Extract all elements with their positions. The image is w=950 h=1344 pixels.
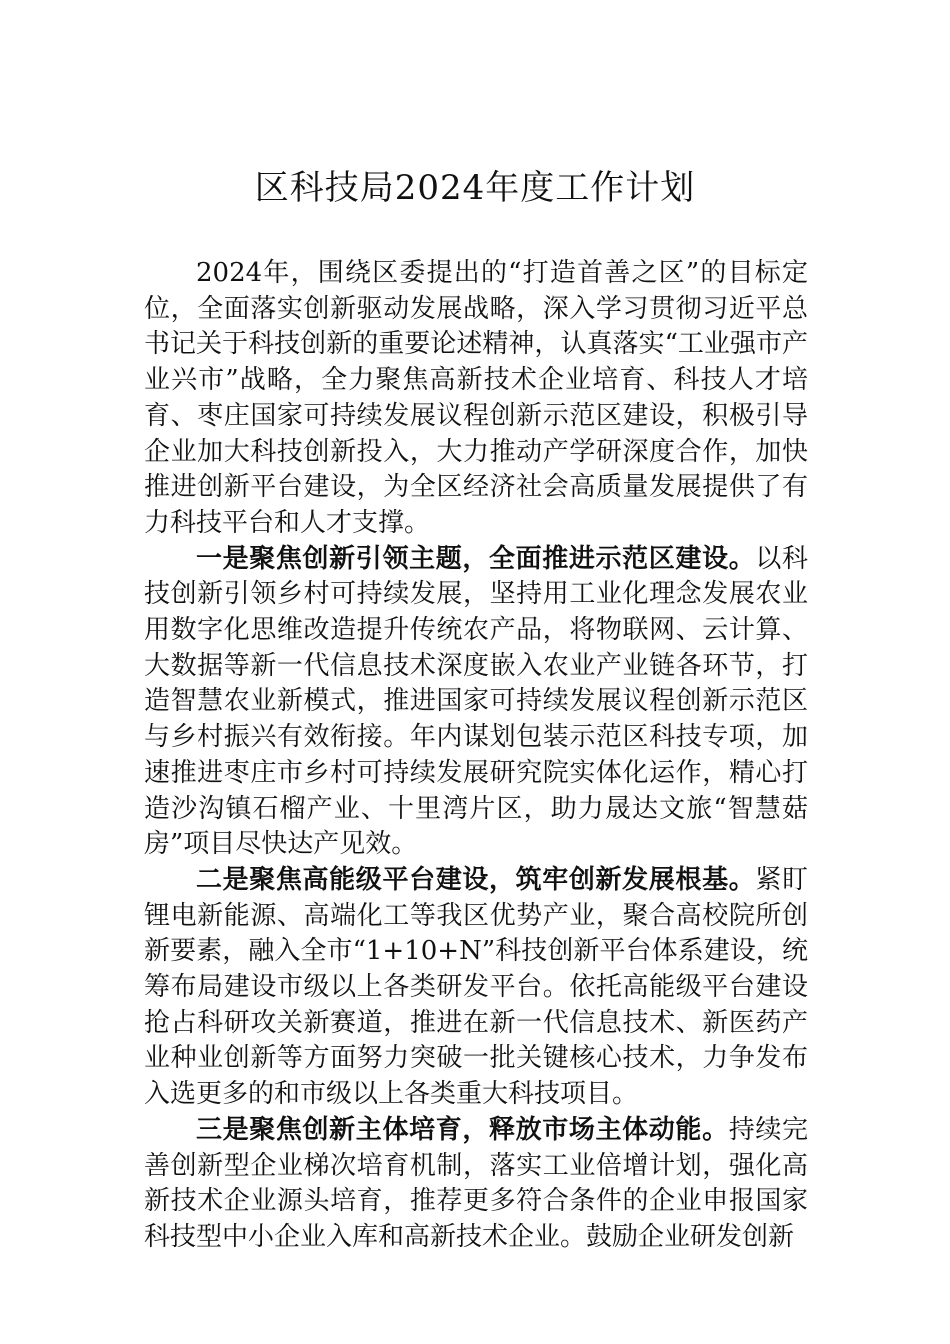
paragraph-demonstration-zone	[144, 542, 808, 863]
paragraph-intro	[144, 256, 808, 542]
paragraph-text: 2024年，围绕区委提出的“打造首善之区”的目标定位，全面落实创新驱动发展战略，深入学习贯彻习近平总书记关于科技创新的重要论述精神，认真落实“工业强市产业兴市”战略，全力聚焦高新技术企业培育、科技人才培育、枣庄国家可持续发展议程创新示范区建设，积极引导企业加大科技创新投入，大力推动产学研深度合作，加快推进创新平台建设，为全区经济社会高质量发展提供了有力科技平台和人才支撑。	[144, 258, 808, 538]
paragraph-innovation-entities	[144, 1113, 808, 1256]
paragraph-platform-building	[144, 863, 808, 1113]
paragraph-lead: 一是聚焦创新引领主题，全面推进示范区建设。	[196, 543, 756, 574]
paragraph-lead: 二是聚焦高能级平台建设，筑牢创新发展根基。	[196, 864, 756, 895]
paragraph-text: 持续完善创新型企业梯次培育机制，落实工业倍增计划，强化高新技术企业源头培育，推荐更多符合条件的企业申报国家科技型中小企业入库和高新技术企业。鼓励企业研发创新	[144, 1114, 808, 1252]
paragraph-text: 以科技创新引领乡村可持续发展，坚持用工业化理念发展农业用数字化思维改造提升传统农产品，将物联网、云计算、大数据等新一代信息技术深度嵌入农业产业链各环节，打造智慧农业新模式，推进国家可持续发展议程创新示范区与乡村振兴有效衔接。年内谋划包装示范区科技专项，加速推进枣庄市乡村可持续发展研究院实体化运作，精心打造沙沟镇石榴产业、十里湾片区，助力晟达文旅“智慧菇房”项目尽快达产见效。	[144, 543, 808, 860]
paragraph-lead: 三是聚焦创新主体培育，释放市场主体动能。	[196, 1114, 729, 1145]
document-title: 区科技局2024年度工作计划	[254, 168, 696, 208]
document-body	[144, 256, 808, 1256]
paragraph-text: 紧盯锂电新能源、高端化工等我区优势产业，聚合高校院所创新要素，融入全市“1+10+N”科技创新平台体系建设，统筹布局建设市级以上各类研发平台。依托高能级平台建设抢占科研攻关新赛道，推进在新一代信息技术、新医药产业种业创新等方面努力突破一批关键核心技术，力争发布入选更多的和市级以上各类重大科技项目。	[144, 864, 808, 1110]
